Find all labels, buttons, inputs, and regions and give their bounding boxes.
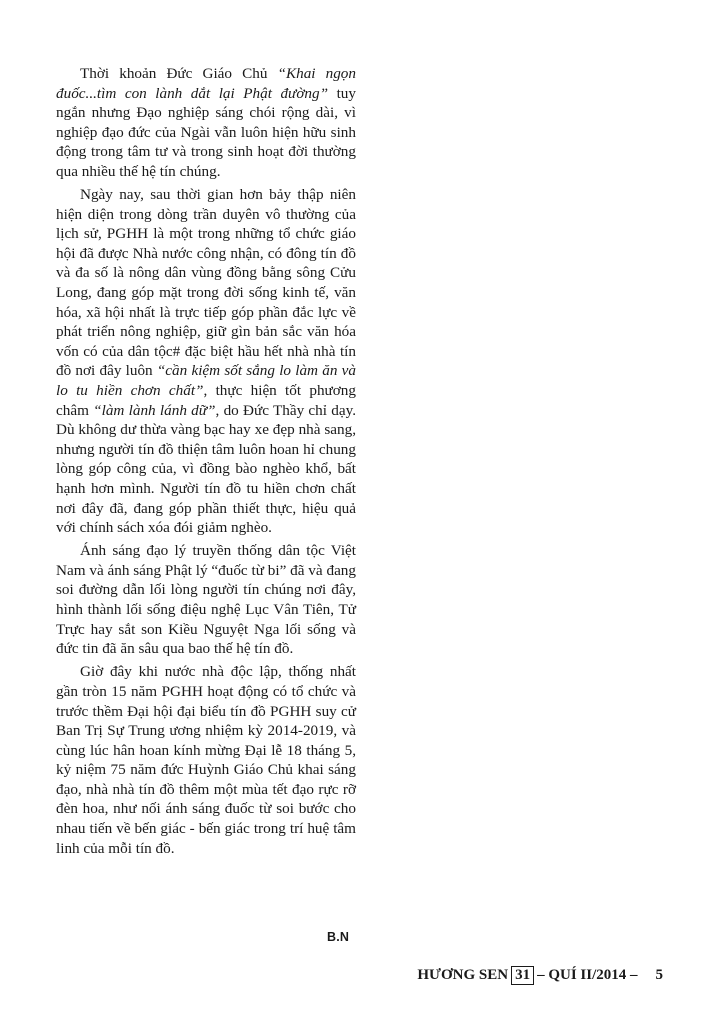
text-run: Giờ đây khi nước nhà độc lập, thống nhất gần tròn 15 năm PGHH hoạt động có tổ chức và trước thềm Đại hội đại biểu tín đồ PGHH suy cử Ban Trị Sự Trung ương nhiệm kỳ 2014-2019, và cùng lúc hân hoan kính mừng Đại lễ 18 tháng 5, kỷ niệm 75 năm đức Huỳnh Giáo Chủ khai sáng đạo, nhà nhà tín đồ thêm một mùa tết đạo rực rỡ đèn hoa, như nối ánh sáng đuốc từ soi bước cho nhau tiến về bến giác - bến giác trong trí huệ tâm linh của mỗi tín đồ.	[56, 663, 356, 857]
issue-number-box: 31	[511, 966, 534, 985]
italic-quote: “Khai ngọn đuốc...tìm con lành dắt lại Phật đường”	[56, 65, 356, 102]
text-run: Thời khoản Đức Giáo Chủ	[80, 65, 278, 82]
text-run: , thực hiện tốt phương châm	[56, 382, 356, 419]
text-run: tuy ngắn nhưng Đạo nghiệp sáng chói rộng dài, vì nghiệp đạo đức của Ngài vẫn luôn hiện hữu sinh động trong tâm tư và trong sinh hoạt đời thường qua nhiều thế hệ tín chúng.	[56, 84, 356, 180]
text-run: Ngày nay, sau thời gian hơn bảy thập niên hiện diện trong dòng trần duyên vô thường của lịch sử, PGHH là một trong những tổ chức giáo hội đã được Nhà nước công nhận, có đông tín đồ và đa số là nông dân vùng đồng bằng sông Cửu Long, đang góp mặt trong đời sống kinh tế, văn hóa, xã hội nhất là trực tiếp góp phần đắc lực về phát triển nông nghiệp, giữ gìn bản sắc văn hóa vốn có của dân tộc# đặc biệt hầu hết nhà nhà tín đồ nơi đây luôn	[56, 186, 356, 380]
page-number: 5	[655, 967, 663, 983]
paragraph-1	[56, 64, 356, 182]
italic-quote: “cần kiệm sốt sắng lo làm ăn và lo tu hiền chơn chất”	[56, 362, 356, 399]
italic-quote: “làm lành lánh dữ”	[93, 401, 216, 419]
paragraph-2	[56, 185, 356, 538]
page-footer	[417, 966, 663, 985]
author-signature: B.N	[327, 930, 350, 944]
paragraph-4	[56, 662, 356, 858]
article-body	[56, 64, 356, 862]
issue-period: – QUÍ II/2014 –	[537, 967, 638, 983]
text-run: , do Đức Thầy chỉ dạy. Dù không dư thừa vàng bạc hay xe đẹp nhà sang, nhưng người tín đồ thiện tâm luôn hoan hỉ chung lòng góp công của, vì đồng bào nghèo khổ, bất hạnh hơn mình. Người tín đồ tu hiền chơn chất nơi đây đã, đang góp phần thiết thực, hiệu quả với chính sách xóa đói giảm nghèo.	[56, 401, 356, 537]
magazine-name: HƯƠNG SEN	[417, 967, 509, 983]
text-run: Ánh sáng đạo lý truyền thống dân tộc Việt Nam và ánh sáng Phật lý “đuốc từ bi” đã và đang soi đường dẫn lối lòng người tín chúng nơi đây, hình thành lối sống điệu nghệ Lục Vân Tiên, Tử Trực hay sắt son Kiều Nguyệt Nga lối sống và đức tin đã ăn sâu qua bao thế hệ tín đồ.	[56, 542, 356, 658]
paragraph-3	[56, 541, 356, 659]
